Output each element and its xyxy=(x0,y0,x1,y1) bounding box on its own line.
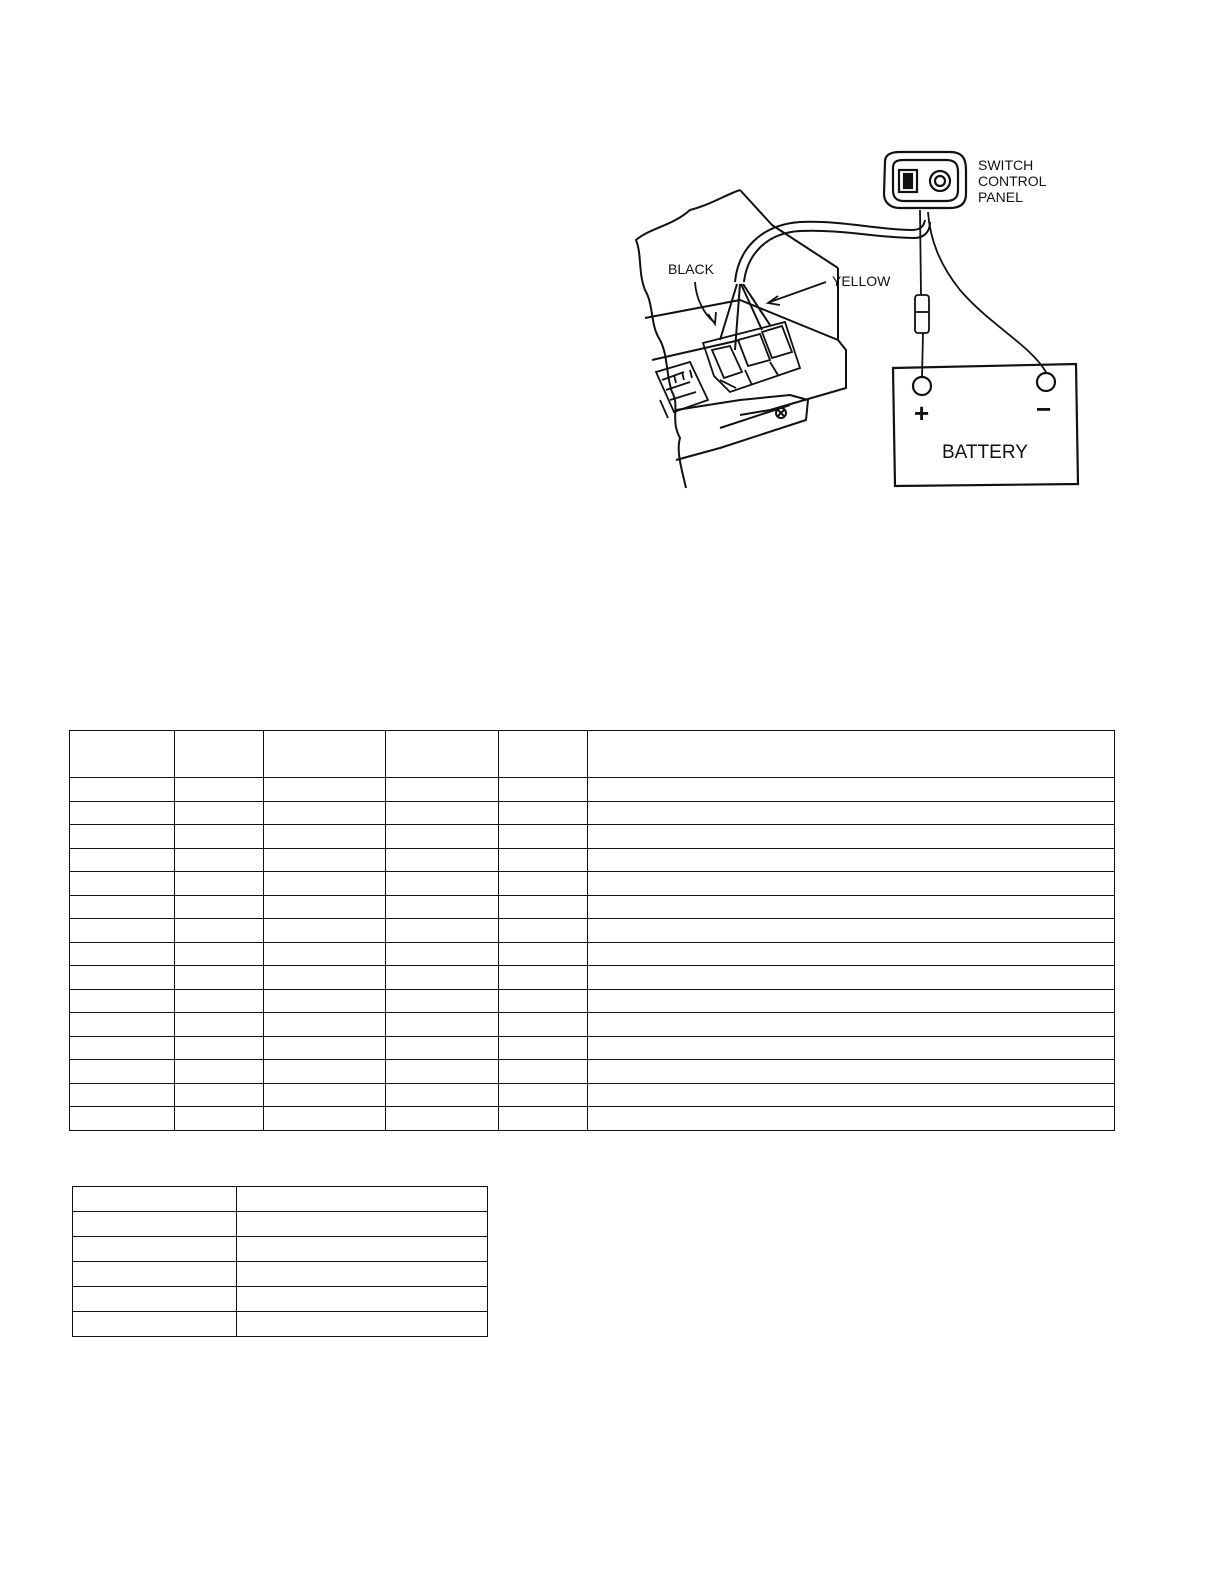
table-cell xyxy=(386,801,499,825)
table-cell xyxy=(588,801,1115,825)
black-wire-label: BLACK xyxy=(668,261,714,277)
secondary-table xyxy=(72,1186,488,1337)
table-row xyxy=(73,1287,488,1312)
table-cell xyxy=(588,942,1115,966)
table-cell xyxy=(70,1036,175,1060)
table-cell xyxy=(175,989,264,1013)
table-row xyxy=(73,1262,488,1287)
table-cell xyxy=(588,825,1115,849)
table-cell xyxy=(588,966,1115,990)
table-cell xyxy=(70,989,175,1013)
table-cell xyxy=(70,801,175,825)
table-header-cell xyxy=(264,731,386,778)
table-cell xyxy=(264,848,386,872)
table-cell xyxy=(588,1083,1115,1107)
table-cell xyxy=(386,1107,499,1131)
table-cell xyxy=(386,872,499,896)
table-cell xyxy=(386,989,499,1013)
table-row xyxy=(70,895,1115,919)
table-cell xyxy=(175,778,264,802)
table-cell xyxy=(73,1287,237,1312)
table-cell xyxy=(264,1107,386,1131)
table-cell xyxy=(175,1083,264,1107)
battery-label: BATTERY xyxy=(942,442,1028,463)
table-cell xyxy=(70,895,175,919)
table-row xyxy=(70,825,1115,849)
table-cell xyxy=(264,1060,386,1084)
table-cell xyxy=(70,942,175,966)
yellow-wire-label: YELLOW xyxy=(832,273,891,289)
table-cell xyxy=(499,825,588,849)
table-cell xyxy=(237,1262,488,1287)
label-arrows xyxy=(695,282,826,324)
table-row xyxy=(70,848,1115,872)
table-row xyxy=(70,1036,1115,1060)
table-cell xyxy=(175,872,264,896)
table-header-cell xyxy=(70,731,175,778)
table-cell xyxy=(264,1083,386,1107)
table-cell xyxy=(499,848,588,872)
table-cell xyxy=(264,778,386,802)
switch-label-line3: PANEL xyxy=(978,189,1023,205)
table-cell xyxy=(175,942,264,966)
table-cell xyxy=(386,778,499,802)
table-cell xyxy=(237,1187,488,1212)
table-row xyxy=(70,778,1115,802)
table-cell xyxy=(386,1013,499,1037)
table-cell xyxy=(264,919,386,943)
battery-wires xyxy=(920,210,1046,377)
table-header-cell xyxy=(499,731,588,778)
table-cell xyxy=(386,1060,499,1084)
table-cell xyxy=(175,848,264,872)
inline-fuse-icon xyxy=(915,295,929,333)
table-cell xyxy=(264,966,386,990)
positive-terminal-symbol: + xyxy=(914,398,930,428)
table-row xyxy=(70,1060,1115,1084)
table-cell xyxy=(264,989,386,1013)
table-row xyxy=(70,919,1115,943)
table-cell xyxy=(499,942,588,966)
table-cell xyxy=(386,942,499,966)
table-cell xyxy=(588,872,1115,896)
table-cell xyxy=(264,1013,386,1037)
table-cell xyxy=(499,1036,588,1060)
table-row xyxy=(70,1083,1115,1107)
table-cell xyxy=(499,1013,588,1037)
table-cell xyxy=(386,1036,499,1060)
switch-control-panel xyxy=(884,152,966,208)
main-table xyxy=(69,730,1115,1131)
table-cell xyxy=(499,801,588,825)
table-row xyxy=(73,1237,488,1262)
table-cell xyxy=(386,848,499,872)
table-header-row xyxy=(70,731,1115,778)
table-cell xyxy=(175,1013,264,1037)
table-cell xyxy=(588,1107,1115,1131)
table-cell xyxy=(588,1013,1115,1037)
table-cell xyxy=(237,1212,488,1237)
table-cell xyxy=(237,1312,488,1337)
table-header-cell xyxy=(175,731,264,778)
table-cell xyxy=(73,1187,237,1212)
table-cell xyxy=(499,966,588,990)
table-cell xyxy=(73,1237,237,1262)
table-cell xyxy=(588,895,1115,919)
table-cell xyxy=(70,872,175,896)
negative-terminal-symbol: − xyxy=(1036,394,1052,424)
table-cell xyxy=(264,1036,386,1060)
table-cell xyxy=(70,1013,175,1037)
table-header-cell xyxy=(588,731,1115,778)
table-cell xyxy=(386,1083,499,1107)
terminal-block-left xyxy=(656,362,708,418)
table-row xyxy=(73,1312,488,1337)
table-cell xyxy=(264,872,386,896)
table-cell xyxy=(70,848,175,872)
table-cell xyxy=(175,825,264,849)
table-cell xyxy=(499,989,588,1013)
table-cell xyxy=(588,1060,1115,1084)
table-cell xyxy=(175,895,264,919)
table-cell xyxy=(588,1036,1115,1060)
table-cell xyxy=(386,825,499,849)
table-row xyxy=(70,872,1115,896)
table-cell xyxy=(499,1107,588,1131)
table-cell xyxy=(73,1212,237,1237)
table-cell xyxy=(237,1237,488,1262)
table-cell xyxy=(175,801,264,825)
wiring-diagram xyxy=(0,0,1225,520)
table-cell xyxy=(499,1083,588,1107)
table-cell xyxy=(588,778,1115,802)
table-cell xyxy=(73,1262,237,1287)
table-cell xyxy=(70,1107,175,1131)
table-cell xyxy=(386,966,499,990)
table-cell xyxy=(264,825,386,849)
table-cell xyxy=(175,1060,264,1084)
table-cell xyxy=(264,895,386,919)
table-cell xyxy=(175,1036,264,1060)
table-cell xyxy=(175,1107,264,1131)
table-cell xyxy=(588,989,1115,1013)
switch-label-line2: CONTROL xyxy=(978,173,1047,189)
table-cell xyxy=(264,801,386,825)
table-header-cell xyxy=(386,731,499,778)
table-cell xyxy=(175,919,264,943)
table-row xyxy=(70,1013,1115,1037)
table-cell xyxy=(70,966,175,990)
table-row xyxy=(70,942,1115,966)
table-cell xyxy=(70,919,175,943)
table-cell xyxy=(70,1060,175,1084)
table-row xyxy=(73,1187,488,1212)
table-cell xyxy=(499,872,588,896)
table-row xyxy=(73,1212,488,1237)
table-cell xyxy=(70,1083,175,1107)
table-row xyxy=(70,966,1115,990)
table-cell xyxy=(73,1312,237,1337)
table-cell xyxy=(588,848,1115,872)
table-row xyxy=(70,1107,1115,1131)
table-cell xyxy=(175,966,264,990)
table-row xyxy=(70,801,1115,825)
table-cell xyxy=(264,942,386,966)
table-cell xyxy=(237,1287,488,1312)
table-row xyxy=(70,989,1115,1013)
table-cell xyxy=(70,778,175,802)
table-cell xyxy=(499,895,588,919)
table-cell xyxy=(386,895,499,919)
table-cell xyxy=(588,919,1115,943)
table-cell xyxy=(499,919,588,943)
table-cell xyxy=(386,919,499,943)
table-cell xyxy=(499,778,588,802)
switch-label-line1: SWITCH xyxy=(978,157,1034,173)
terminal-block-right xyxy=(703,322,800,392)
table-cell xyxy=(70,825,175,849)
table-cell xyxy=(499,1060,588,1084)
